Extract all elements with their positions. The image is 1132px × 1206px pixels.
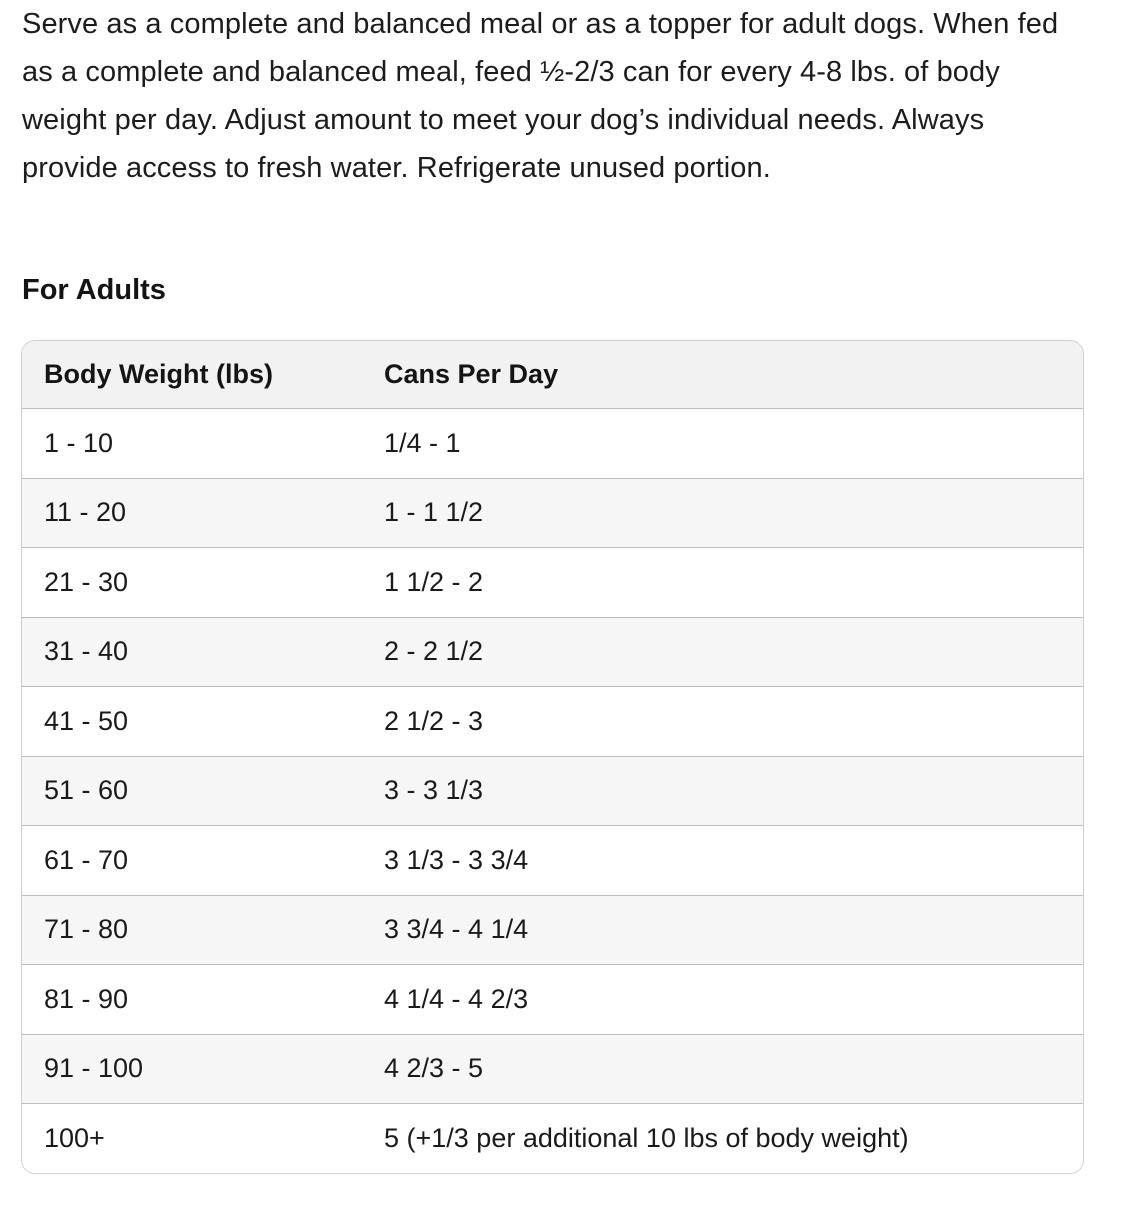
cell-cans-per-day: 1 - 1 1/2 (362, 478, 1083, 548)
cell-body-weight: 71 - 80 (22, 895, 362, 965)
cell-cans-per-day: 2 - 2 1/2 (362, 617, 1083, 687)
table-row (22, 826, 1083, 896)
cell-cans-per-day: 5 (+1/3 per additional 10 lbs of body weight) (362, 1104, 1083, 1173)
section-heading: For Adults (22, 274, 166, 306)
table-row (22, 687, 1083, 757)
header-body-weight: Body Weight (lbs) (22, 341, 362, 409)
header-cans-per-day: Cans Per Day (362, 341, 1083, 409)
cell-body-weight: 1 - 10 (22, 409, 362, 479)
table-row (22, 1034, 1083, 1104)
cell-cans-per-day: 3 3/4 - 4 1/4 (362, 895, 1083, 965)
table-row (22, 895, 1083, 965)
cell-body-weight: 41 - 50 (22, 687, 362, 757)
cell-cans-per-day: 1 1/2 - 2 (362, 548, 1083, 618)
cell-cans-per-day: 4 2/3 - 5 (362, 1034, 1083, 1104)
table-row (22, 478, 1083, 548)
cell-body-weight: 21 - 30 (22, 548, 362, 618)
cell-body-weight: 11 - 20 (22, 478, 362, 548)
table-row (22, 965, 1083, 1035)
table-row (22, 617, 1083, 687)
cell-body-weight: 61 - 70 (22, 826, 362, 896)
table-row (22, 756, 1083, 826)
cell-body-weight: 91 - 100 (22, 1034, 362, 1104)
cell-body-weight: 31 - 40 (22, 617, 362, 687)
cell-body-weight: 51 - 60 (22, 756, 362, 826)
table-row (22, 548, 1083, 618)
cell-cans-per-day: 3 - 3 1/3 (362, 756, 1083, 826)
cell-body-weight: 81 - 90 (22, 965, 362, 1035)
cell-body-weight: 100+ (22, 1104, 362, 1173)
feeding-table (22, 341, 1083, 1173)
table-row (22, 1104, 1083, 1173)
table-row (22, 409, 1083, 479)
table-header-row (22, 341, 1083, 409)
feeding-table-container (21, 340, 1084, 1174)
cell-cans-per-day: 4 1/4 - 4 2/3 (362, 965, 1083, 1035)
cell-cans-per-day: 3 1/3 - 3 3/4 (362, 826, 1083, 896)
cell-cans-per-day: 1/4 - 1 (362, 409, 1083, 479)
feeding-instructions-text: Serve as a complete and balanced meal or as a topper for adult dogs. When fed as a complete and balanced meal, feed ½-2/3 can for every 4-8 lbs. of body weight per day. Adjust amount to meet your dog’s individual needs. Always provide access to fresh water. Refrigerate unused portion. (22, 8, 1059, 184)
cell-cans-per-day: 2 1/2 - 3 (362, 687, 1083, 757)
